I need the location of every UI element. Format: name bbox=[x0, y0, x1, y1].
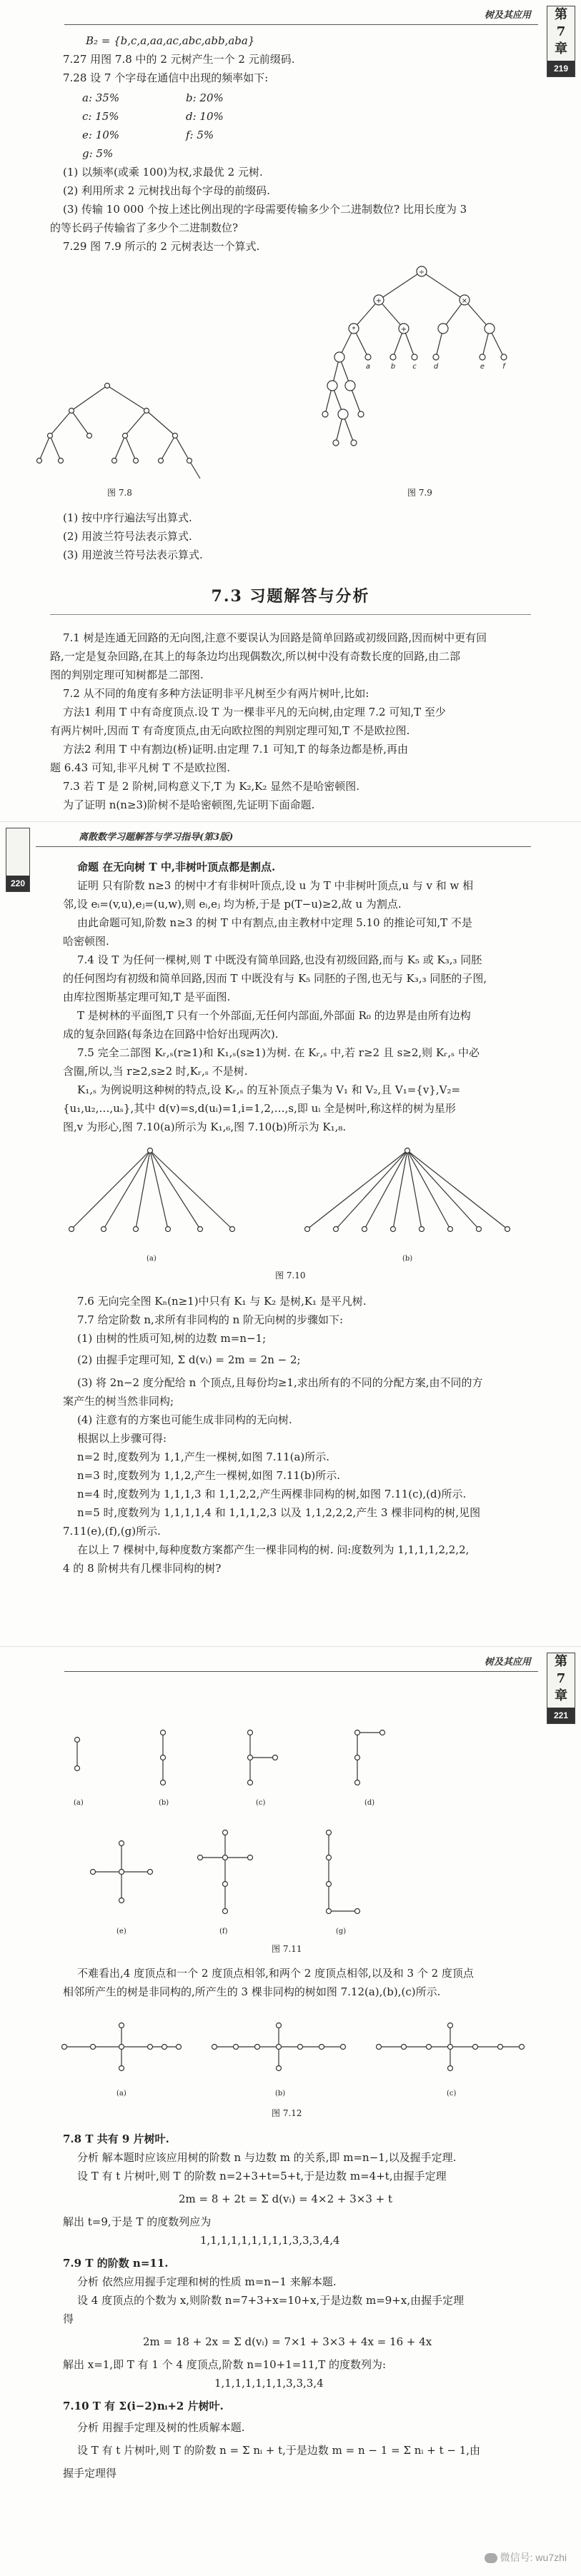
text-line: 7.4 设 T 为任何一棵树,则 T 中既没有简单回路,也没有初级回路,而与 K₅ 或 K₃,₃ 同胚 bbox=[77, 953, 482, 966]
text-line: 邻,设 eᵢ=(v,u),eⱼ=(u,w),则 eᵢ,eⱼ 均为桥,于是 p(T−u)≥2,故 u 为割点. bbox=[63, 898, 402, 911]
text-line: 7.7 给定阶数 n,求所有非同构的 n 阶无向树的步骤如下: bbox=[77, 1313, 344, 1326]
text-line: 7.10 T 有 Σ(i−2)nᵢ+2 片树叶. bbox=[63, 2400, 224, 2412]
text-line: {u₁,u₂,…,uₛ},其中 d(v)=s,d(uᵢ)=1,i=1,2,…,s,即 uᵢ 全是树叶,称这样的树为星形 bbox=[63, 1102, 456, 1115]
text-line: 7.1 树是连通无回路的无向图,注意不要误认为回路是简单回路或初级回路,因而树中更有回 bbox=[63, 631, 487, 644]
figure-caption: 图 7.11 bbox=[272, 1944, 302, 1954]
text-line: 哈密顿图. bbox=[63, 935, 109, 948]
text-line: B₂ = {b,c,a,aa,ac,abc,abb,aba} bbox=[86, 34, 255, 47]
text-line: (1) 按中序行遍法写出算式. bbox=[63, 511, 192, 524]
text-line: 为了证明 n(n≥3)阶树不是哈密顿图,先证明下面命题. bbox=[63, 798, 315, 811]
fig79-leaf: a bbox=[365, 363, 371, 371]
text-line: 含圈,所以,当 r≥2,s≥2 时,Kᵣ,ₛ 不是树. bbox=[63, 1065, 248, 1078]
formula: 1,1,1,1,1,1,1,3,3,3,4 bbox=[214, 2377, 324, 2390]
text-line: (3) 用逆波兰符号法表示算式. bbox=[63, 548, 203, 561]
freq-item: a: 35% bbox=[82, 91, 120, 104]
chapter-tab-1: 第 bbox=[555, 7, 567, 22]
page-number: 221 bbox=[547, 1708, 575, 1723]
formula: 1,1,1,1,1,1,1,1,1,3,3,3,4,4 bbox=[200, 2234, 340, 2247]
running-header: 离散数学习题解答与学习指导(第3版) bbox=[79, 832, 234, 843]
page-number: 220 bbox=[6, 876, 29, 891]
wechat-icon bbox=[485, 2553, 497, 2563]
figure-caption: 图 7.12 bbox=[272, 2108, 302, 2118]
text-line: 解出 t=9,于是 T 的度数列应为 bbox=[63, 2215, 212, 2228]
text-line: (2) 利用所求 2 元树找出每个字母的前缀码. bbox=[63, 184, 270, 197]
text-line: 7.6 无向完全图 Kₙ(n≥1)中只有 K₁ 与 K₂ 是树,K₁ 是平凡树. bbox=[77, 1295, 367, 1308]
fig79-leaf: e bbox=[480, 363, 485, 371]
text-line: 得 bbox=[63, 2312, 74, 2325]
freq-item: b: 20% bbox=[186, 91, 224, 104]
text-line: (3) 传输 10 000 个按上述比例出现的字母需要传输多少个二进制数位? 比用长度为 3 bbox=[63, 203, 467, 216]
figure-sub-label: (c) bbox=[256, 1799, 266, 1807]
header-rule bbox=[64, 1671, 538, 1672]
freq-item: d: 10% bbox=[186, 110, 224, 123]
figure-7-8 bbox=[29, 264, 243, 478]
text-line: 有两片树叶,因而 T 有奇度顶点,由无向欧拉图的判别定理可知,T 不是欧拉图. bbox=[50, 724, 410, 737]
figure-7-10 bbox=[43, 1143, 543, 1258]
text-line: 方法1 利用 T 中有奇度顶点.设 T 为一棵非平凡的无向树,由定理 7.2 可知,T 至少 bbox=[63, 706, 446, 718]
text-line: 的等长码子传输省了多少个二进制数位? bbox=[50, 221, 239, 234]
fig79-op: × bbox=[461, 297, 468, 305]
text-line: (1) 以频率(或乘 100)为权,求最优 2 元树. bbox=[63, 166, 263, 179]
text-line: 7.11(e),(f),(g)所示. bbox=[63, 1525, 161, 1538]
fig79-op: ÷ bbox=[418, 269, 425, 276]
text-line: 案产生的树当然非同构; bbox=[63, 1395, 174, 1408]
text-line: 设 T 有 t 片树叶,则 T 的阶数 n=2+3+t=5+t,于是边数 m=4+t,由握手定理 bbox=[77, 2170, 447, 2182]
text-line: 不难看出,4 度顶点和一个 2 度顶点相邻,和两个 2 度顶点相邻,以及和 3 个 2 度顶点 bbox=[77, 1967, 474, 1980]
fig79-op: + bbox=[400, 326, 407, 334]
fig79-leaf: c bbox=[412, 363, 417, 371]
figure-7-9 bbox=[314, 257, 529, 486]
figure-caption: 图 7.8 bbox=[107, 488, 132, 498]
figure-sub-label: (f) bbox=[219, 1928, 228, 1935]
figure-sub-label: (b) bbox=[159, 1799, 169, 1807]
watermark-text: 微信号: wu7zhi bbox=[500, 2552, 567, 2563]
text-line: 分析 用握手定理及树的性质解本题. bbox=[77, 2421, 245, 2434]
text-line: 设 T 有 t 片树叶,则 T 的阶数 n = Σ nᵢ + t,于是边数 m = n − 1 = Σ nᵢ + t − 1,由 bbox=[77, 2444, 481, 2457]
text-line: (4) 注意有的方案也可能生成非同构的无向树. bbox=[77, 1413, 292, 1426]
text-line: (2) 用波兰符号法表示算式. bbox=[63, 530, 192, 543]
figure-sub-label: (b) bbox=[402, 1255, 413, 1263]
text-line: 7.5 完全二部图 Kᵣ,ₛ(r≥1)和 K₁,ₛ(s≥1)为树. 在 Kᵣ,ₛ 中,若 r≥2 且 s≥2,则 Kᵣ,ₛ 中必 bbox=[77, 1046, 480, 1059]
fig79-op: + bbox=[375, 297, 382, 305]
freq-item: e: 10% bbox=[82, 129, 120, 141]
text-line: 7.3 若 T 是 2 阶树,同构意义下,T 为 K₂,K₂ 显然不是哈密顿图. bbox=[63, 780, 360, 793]
text-line: (1) 由树的性质可知,树的边数 m=n−1; bbox=[77, 1332, 267, 1345]
chapter-tab-3: 章 bbox=[555, 41, 567, 56]
figure-sub-label: (a) bbox=[74, 1799, 84, 1807]
text-line: K₁,ₛ 为例说明这种树的特点,设 Kᵣ,ₛ 的互补顶点子集为 V₁ 和 V₂,且 V₁={v},V₂= bbox=[77, 1083, 461, 1096]
freq-item: g: 5% bbox=[82, 147, 114, 160]
text-line: 7.8 T 共有 9 片树叶. bbox=[63, 2133, 169, 2145]
header-rule bbox=[36, 846, 531, 847]
text-line: 7.28 设 7 个字母在通信中出现的频率如下: bbox=[63, 71, 269, 84]
figure-7-12 bbox=[43, 2018, 543, 2083]
text-line: 握手定理得 bbox=[63, 2467, 117, 2480]
page-221 bbox=[0, 1646, 581, 2576]
section-title: 7.3 习题解答与分析 bbox=[211, 587, 370, 606]
figure-sub-label: (g) bbox=[336, 1928, 347, 1935]
page-number: 219 bbox=[547, 61, 575, 76]
figure-sub-label: (a) bbox=[147, 1255, 157, 1263]
text-line: 成的复杂回路(每条边在回路中恰好出现两次). bbox=[63, 1028, 279, 1041]
figure-sub-label: (d) bbox=[364, 1799, 375, 1807]
figure-caption: 图 7.9 bbox=[407, 488, 432, 498]
chapter-tab-2: 7 bbox=[556, 24, 566, 39]
text-line: 7.29 图 7.9 所示的 2 元树表达一个算式. bbox=[63, 240, 260, 253]
fig79-leaf: d bbox=[433, 363, 439, 371]
text-line: 命题 在无向树 T 中,非树叶顶点都是割点. bbox=[77, 861, 276, 873]
running-header: 树及其应用 bbox=[484, 1657, 531, 1668]
text-line: (2) 由握手定理可知, Σ d(vᵢ) = 2m = 2n − 2; bbox=[77, 1353, 301, 1366]
chapter-tab-1: 第 bbox=[555, 1654, 567, 1669]
text-line: 的任何图均有初级和简单回路,因而 T 中既没有与 K₅ 同胚的子图,也无与 K₃,₃ 同胚的子图, bbox=[63, 972, 487, 985]
section-rule bbox=[50, 614, 531, 615]
figure-7-11 bbox=[43, 1718, 543, 1954]
text-line: 设 4 度顶点的个数为 x,则阶数 n=7+3+x=10+x,于是边数 m=9+x,由握手定理 bbox=[77, 2294, 465, 2307]
text-line: 根据以上步骤可得: bbox=[77, 1432, 167, 1445]
text-line: n=2 时,度数列为 1,1,产生一棵树,如图 7.11(a)所示. bbox=[77, 1450, 330, 1463]
text-line: 解出 x=1,即 T 有 1 个 4 度顶点,阶数 n=10+1=11,T 的度数列为: bbox=[63, 2358, 387, 2371]
text-line: 分析 解本题时应该应用树的阶数 n 与边数 m 的关系,即 m=n−1,以及握手定理. bbox=[77, 2151, 457, 2164]
chapter-tab-2: 7 bbox=[556, 1671, 566, 1686]
text-line: 图,v 为形心,图 7.10(a)所示为 K₁,₆,图 7.10(b)所示为 K₁,₈. bbox=[63, 1121, 347, 1133]
freq-item: f: 5% bbox=[186, 129, 214, 141]
chapter-tab-3: 章 bbox=[555, 1688, 567, 1703]
text-line: (3) 将 2n−2 度分配给 n 个顶点,且每份均≥1,求出所有的不同的分配方案,由不同的方 bbox=[77, 1376, 483, 1389]
figure-sub-label: (a) bbox=[116, 2090, 126, 2098]
chapter-tab bbox=[547, 6, 575, 77]
fig79-leaf: f bbox=[502, 363, 505, 371]
fig79-op: * bbox=[352, 326, 356, 334]
text-line: 方法2 利用 T 中有割边(桥)证明.由定理 7.1 可知,T 的每条边都是桥,再由 bbox=[63, 743, 409, 756]
header-rule bbox=[64, 24, 538, 25]
page-220 bbox=[0, 821, 581, 1646]
freq-item: c: 15% bbox=[82, 110, 119, 123]
formula: 2m = 8 + 2t = Σ d(vᵢ) = 4×2 + 3×3 + t bbox=[179, 2192, 393, 2205]
figure-sub-label: (b) bbox=[275, 2090, 286, 2098]
figure-caption: 图 7.10 bbox=[275, 1271, 306, 1281]
text-line: 4 的 8 阶树共有几棵非同构的树? bbox=[63, 1562, 222, 1575]
chapter-tab bbox=[547, 1653, 575, 1724]
figure-sub-label: (c) bbox=[447, 2090, 457, 2098]
text-line: 证明 只有阶数 n≥3 的树中才有非树叶顶点,设 u 为 T 中非树叶顶点,u 与 v 和 w 相 bbox=[77, 879, 474, 892]
text-line: n=3 时,度数列为 1,1,2,产生一棵树,如图 7.11(b)所示. bbox=[77, 1469, 341, 1482]
text-line: 题 6.43 可知,非平凡树 T 不是欧拉图. bbox=[50, 761, 231, 774]
figure-sub-label: (e) bbox=[116, 1928, 126, 1935]
text-line: T 是树林的平面图,T 只有一个外部面,无任何内部面,外部面 R₀ 的边界是由所有边构 bbox=[77, 1009, 471, 1022]
text-line: 路,一定是复杂回路,在其上的每条边均出现偶数次,所以树中没有奇数长度的回路,由二部 bbox=[50, 650, 461, 663]
page-219 bbox=[0, 0, 581, 821]
watermark bbox=[485, 2548, 567, 2567]
text-line: 7.2 从不同的角度有多种方法证明非平凡树至少有两片树叶,比如: bbox=[63, 687, 369, 700]
text-line: 相邻所产生的树是非同构的,所产生的 3 棵非同构的树如图 7.12(a),(b),(c)所示. bbox=[63, 1985, 441, 1998]
running-header: 树及其应用 bbox=[484, 10, 531, 21]
page-tab bbox=[6, 828, 30, 892]
text-line: 图的判别定理可知树都是二部图. bbox=[50, 668, 204, 681]
formula: 2m = 18 + 2x = Σ d(vᵢ) = 7×1 + 3×3 + 4x = 16 + 4x bbox=[143, 2335, 432, 2348]
text-line: 7.27 用图 7.8 中的 2 元树产生一个 2 元前缀码. bbox=[63, 53, 295, 66]
text-line: n=4 时,度数列为 1,1,1,3 和 1,1,2,2,产生两棵非同构的树,如图 7.11(c),(d)所示. bbox=[77, 1488, 467, 1500]
text-line: n=5 时,度数列为 1,1,1,1,4 和 1,1,1,2,3 以及 1,1,2,2,2,产生 3 棵非同构的树,见图 bbox=[77, 1506, 481, 1519]
text-line: 由此命题可知,阶数 n≥3 的树 T 中有割点,由主教材中定理 5.10 的推论可知,T 不是 bbox=[77, 916, 472, 929]
fig79-leaf: b bbox=[390, 363, 396, 371]
text-line: 7.9 T 的阶数 n=11. bbox=[63, 2257, 169, 2270]
text-line: 由库拉图斯基定理可知,T 是平面图. bbox=[63, 991, 231, 1003]
text-line: 在以上 7 棵树中,每种度数方案都产生一棵非同构的树. 问:度数列为 1,1,1,1,2,2,2, bbox=[77, 1543, 470, 1556]
text-line: 分析 依然应用握手定理和树的性质 m=n−1 来解本题. bbox=[77, 2275, 337, 2288]
